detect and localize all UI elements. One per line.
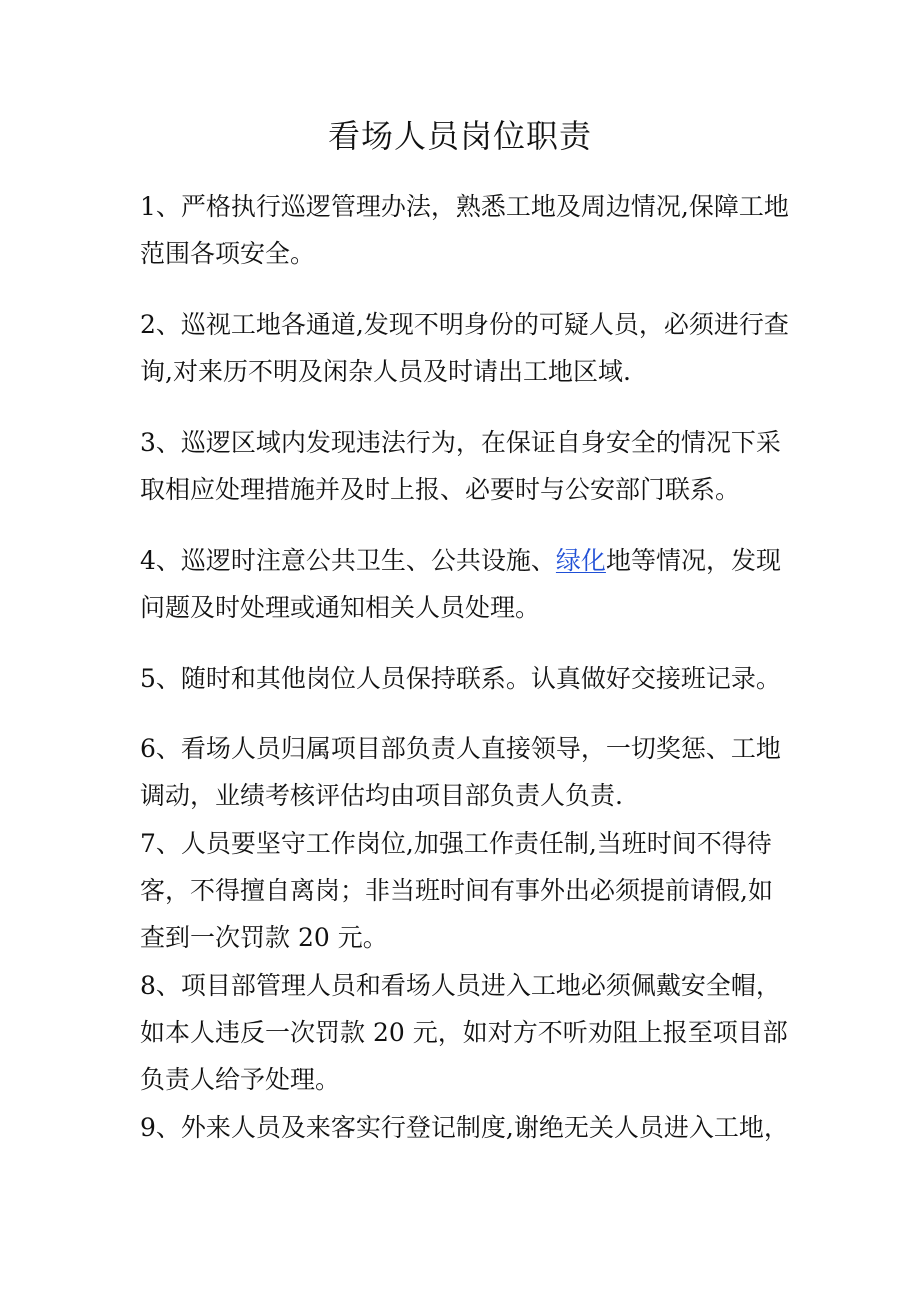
item-3-line-2: 取相应处理措施并及时上报、必要时与公安部门联系。: [140, 475, 741, 504]
item-7-line-1: 7、人员要坚守工作岗位,加强工作责任制,当班时间不得待: [140, 829, 772, 858]
item-3-line-1: 3、巡逻区域内发现违法行为，在保证自身安全的情况下采: [140, 428, 781, 457]
item-4-text-before-link: 4、巡逻时注意公共卫生、公共设施、: [140, 546, 556, 575]
item-2-line-2: 询,对来历不明及闲杂人员及时请出工地区域.: [140, 357, 631, 386]
item-7-line-2: 客，不得擅自离岗；非当班时间有事外出必须提前请假,如: [140, 876, 773, 905]
item-4-text-after-link: 地等情况，发现: [605, 546, 781, 575]
page-title: 看场人员岗位职责: [327, 117, 592, 155]
item-5-line-1: 5、随时和其他岗位人员保持联系。认真做好交接班记录。: [140, 664, 781, 693]
item-6-line-1: 6、看场人员归属项目部负责人直接领导，一切奖惩、工地: [140, 734, 781, 763]
item-9-line-1: 9、外来人员及来客实行登记制度,谢绝无关人员进入工地，: [140, 1113, 789, 1142]
item-6-line-2: 调动，业绩考核评估均由项目部负责人负责.: [140, 781, 623, 810]
item-8-line-2: 如本人违反一次罚款 20 元，如对方不听劝阻上报至项目部: [140, 1018, 788, 1047]
item-8-line-1: 8、项目部管理人员和看场人员进入工地必须佩戴安全帽，: [140, 971, 781, 1000]
item-4-line-2: 问题及时处理或通知相关人员处理。: [140, 593, 541, 622]
item-4-line-1: [140, 541, 781, 581]
item-1-line-1: 1、严格执行巡逻管理办法，熟悉工地及周边情况,保障工地: [140, 192, 789, 221]
item-7-line-3: 查到一次罚款 20 元。: [140, 923, 388, 952]
item-8-line-3: 负责人给予处理。: [140, 1065, 341, 1094]
item-2-line-1: 2、巡视工地各通道,发现不明身份的可疑人员，必须进行查: [140, 310, 789, 339]
item-1-line-2: 范围各项安全。: [140, 239, 316, 268]
greening-link[interactable]: 绿化: [555, 546, 606, 575]
